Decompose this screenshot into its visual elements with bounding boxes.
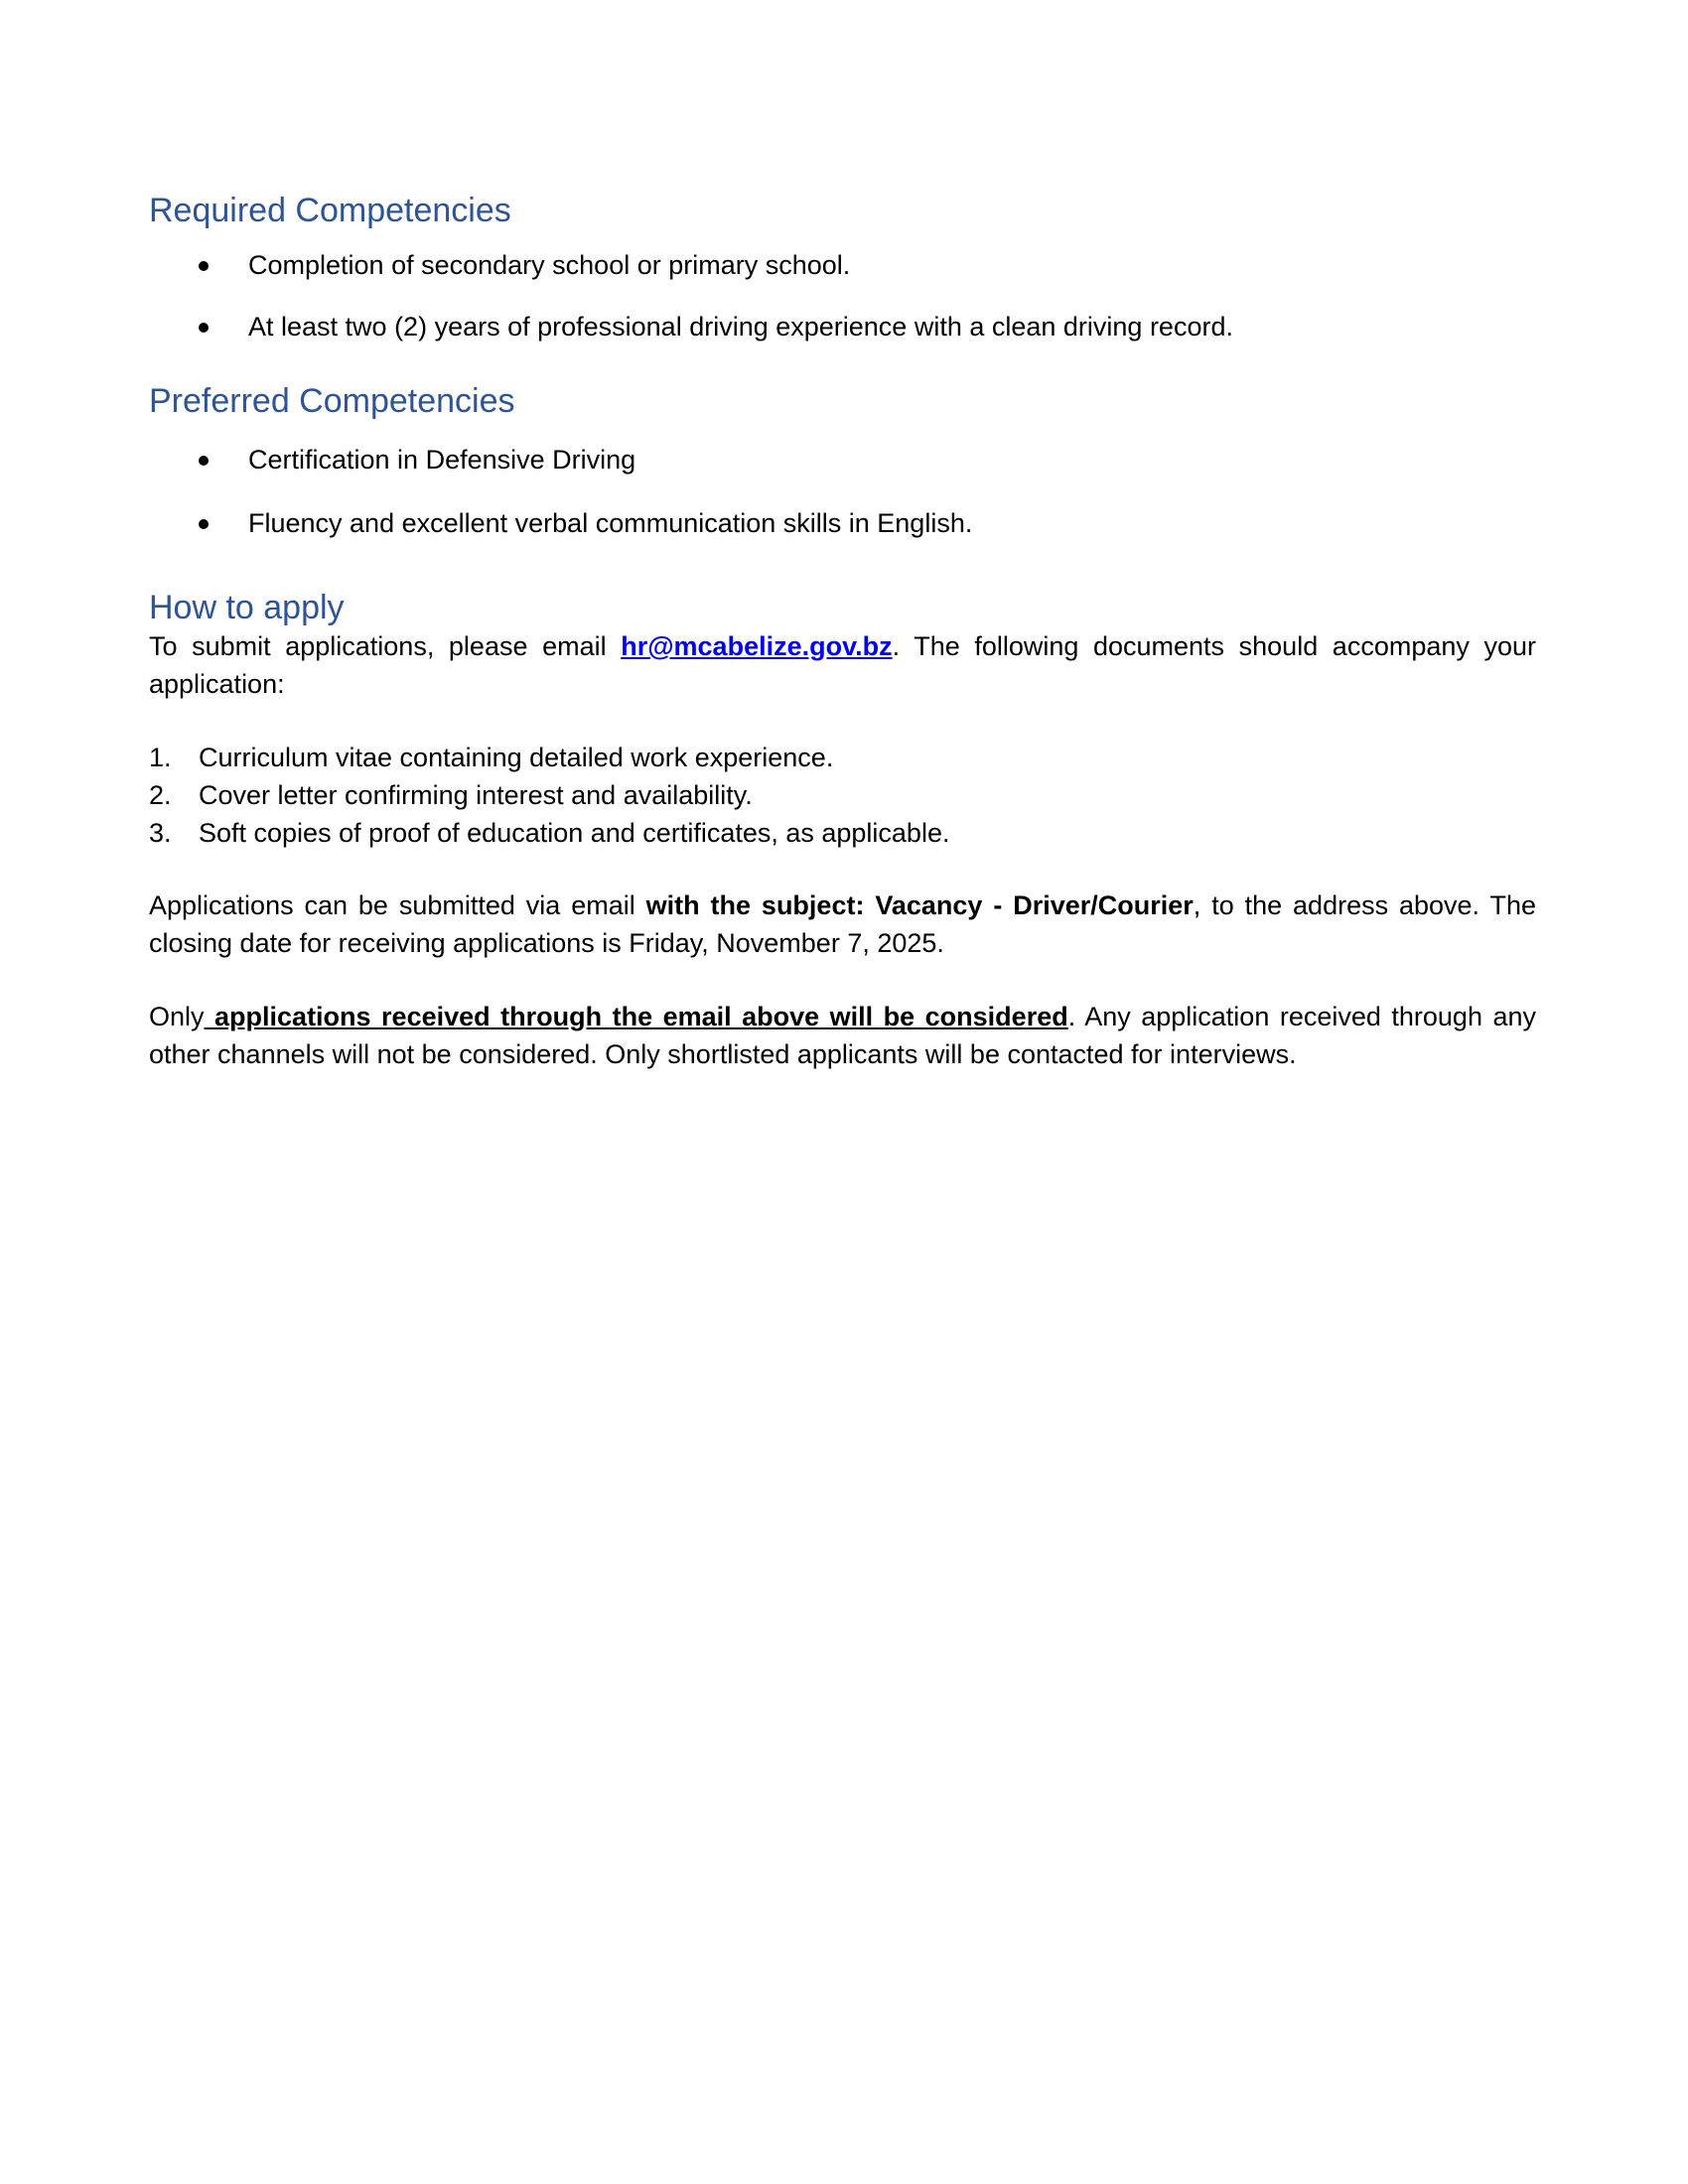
consideration-text: Only [149,1002,205,1031]
bullet-icon [199,519,209,529]
list-number: 2. [149,780,172,810]
list-item-text: Certification in Defensive Driving [248,445,636,475]
submission-paragraph [149,887,1536,962]
how-to-apply-heading: How to apply [149,589,345,626]
list-item [149,308,1536,345]
apply-intro-paragraph [149,627,1536,703]
list-number: 3. [149,818,172,848]
list-number: 1. [149,743,172,772]
list-item [149,776,1536,814]
preferred-competencies-list [149,441,1536,542]
list-item-text: At least two (2) years of professional driving experience with a clean driving record. [248,312,1233,341]
preferred-competencies-heading: Preferred Competencies [149,382,515,420]
apply-intro-text-continued: . The following documents should accompany your application: [149,631,1536,699]
subject-line-text: with the subject: Vacancy - Driver/Courier [645,890,1194,920]
document-page [149,189,1536,1073]
list-item-text: Cover letter confirming interest and availability. [199,780,753,810]
list-item-text: Completion of secondary school or primary school. [248,250,851,280]
bullet-icon [199,261,209,271]
required-competencies-list [149,246,1536,345]
consideration-emphasis-text: applications received through the email above will be considered [204,1002,1068,1031]
list-item [149,739,1536,776]
list-item-text: Soft copies of proof of education and certificates, as applicable. [199,818,950,848]
documents-list [149,739,1536,852]
list-item [149,814,1536,852]
closing-date-text: , to the address above. The closing date for receiving applications is Friday, November 7, 2025. [149,890,1536,958]
bullet-icon [199,456,209,466]
consideration-paragraph [149,998,1536,1073]
submission-text: Applications can be submitted via email [149,890,646,920]
list-item [149,441,1536,478]
list-item-text: Fluency and excellent verbal communication skills in English. [248,508,973,538]
apply-intro-text: To submit applications, please email [149,631,622,661]
email-link[interactable]: hr@mcabelize.gov.bz [621,631,893,661]
required-competencies-heading: Required Competencies [149,192,511,229]
consideration-text-continued: . Any application received through any other channels will not be considered. Only shortlisted applicants will be contacted for interviews. [149,1002,1536,1069]
list-item-text: Curriculum vitae containing detailed work experience. [199,743,834,772]
bullet-icon [199,323,209,333]
list-item [149,504,1536,542]
list-item [149,246,1536,284]
